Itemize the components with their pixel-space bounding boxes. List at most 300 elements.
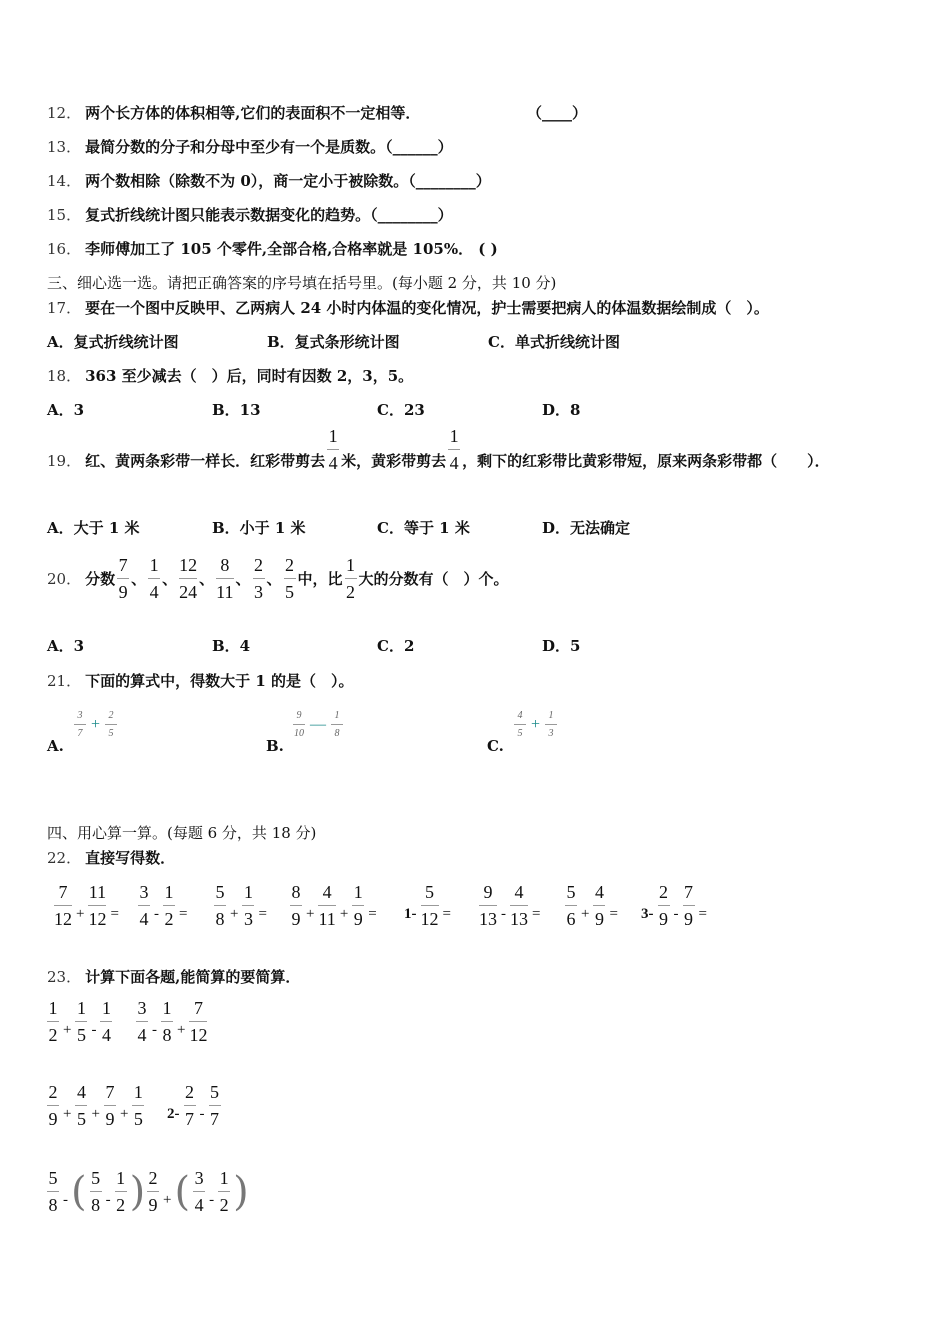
fraction bbox=[683, 882, 695, 929]
denominator: 8 bbox=[48, 1195, 58, 1215]
operator: - bbox=[209, 1192, 215, 1208]
fraction-bar bbox=[54, 905, 72, 906]
operator: 3- bbox=[641, 906, 654, 922]
fraction bbox=[136, 998, 148, 1045]
numerator: 4 bbox=[517, 710, 523, 721]
parenthesis: ( bbox=[174, 1168, 191, 1215]
fraction-bar bbox=[209, 1105, 221, 1106]
option-c[interactable]: C．23 bbox=[377, 401, 425, 419]
question-text: 两个长方体的体积相等,它们的表面积不一定相等． bbox=[85, 104, 421, 122]
calc-expression bbox=[563, 882, 620, 929]
operator: + bbox=[531, 715, 541, 733]
operator: - bbox=[91, 1022, 97, 1038]
parenthesis: ) bbox=[129, 1168, 146, 1215]
denominator: 9 bbox=[48, 1109, 58, 1129]
calc-expression bbox=[402, 882, 453, 929]
operator: = bbox=[368, 906, 377, 922]
text-segment: 、 bbox=[266, 570, 282, 588]
calc-expression bbox=[136, 882, 189, 929]
denominator: 9 bbox=[105, 1109, 115, 1129]
numerator: 1 bbox=[548, 710, 554, 721]
numerator: 2 bbox=[285, 555, 295, 575]
numerator: 2 bbox=[148, 1168, 158, 1188]
question-text: 最简分数的分子和分母中至少有一个是质数。（______） bbox=[85, 138, 453, 156]
numerator: 1 bbox=[328, 426, 338, 446]
question-14 bbox=[47, 170, 491, 191]
denominator: 9 bbox=[353, 909, 363, 929]
option-b-expression bbox=[291, 710, 345, 739]
fraction-bar bbox=[161, 1021, 173, 1022]
calc-expression bbox=[288, 882, 379, 929]
fraction-bar bbox=[105, 724, 117, 725]
operator: = bbox=[258, 906, 267, 922]
numerator: 5 bbox=[566, 882, 576, 902]
denominator: 4 bbox=[194, 1195, 204, 1215]
question-number: 20． bbox=[47, 570, 82, 588]
denominator: 2 bbox=[346, 582, 356, 602]
fraction bbox=[658, 882, 670, 929]
fraction-bar bbox=[90, 1191, 102, 1192]
calc-expression bbox=[477, 882, 542, 929]
question-number: 15． bbox=[47, 206, 82, 224]
fraction bbox=[147, 1168, 159, 1215]
question-text: 要在一个图中反映甲、乙两病人 24 小时内体温的变化情况，护士需要把病人的体温数据绘制成（ ）。 bbox=[85, 299, 769, 317]
operator: - bbox=[501, 906, 506, 922]
option-b[interactable]: B．小于 1 米 bbox=[212, 519, 306, 537]
numerator: 1 bbox=[243, 882, 253, 902]
numerator: 7 bbox=[193, 998, 203, 1018]
fraction-bar bbox=[448, 449, 460, 450]
denominator: 12 bbox=[54, 909, 72, 929]
denominator: 9 bbox=[594, 909, 604, 929]
question-text: 下面的算式中，得数大于 1 的是（ ）。 bbox=[85, 672, 354, 690]
fraction bbox=[242, 882, 254, 929]
option-a[interactable]: A．复式折线统计图 bbox=[47, 333, 179, 351]
fraction bbox=[209, 1082, 221, 1129]
question-16 bbox=[47, 238, 498, 259]
fraction-bar bbox=[290, 905, 302, 906]
numerator: 9 bbox=[483, 882, 493, 902]
denominator: 9 bbox=[659, 909, 668, 929]
denominator: 9 bbox=[148, 1195, 158, 1215]
question-number: 14． bbox=[47, 172, 82, 190]
question-number: 18． bbox=[47, 367, 82, 385]
fraction-bar bbox=[253, 578, 265, 579]
fraction-bar bbox=[327, 449, 339, 450]
question-20 bbox=[47, 555, 509, 602]
fraction-bar bbox=[117, 578, 129, 579]
operator: + bbox=[76, 906, 85, 922]
question-text: 363 至少减去（ ）后，同时有因数 2，3，5。 bbox=[85, 367, 414, 385]
fraction-bar bbox=[214, 905, 226, 906]
operator: + bbox=[163, 1192, 172, 1208]
fraction bbox=[54, 882, 72, 929]
fraction bbox=[163, 882, 175, 929]
fraction-bar bbox=[47, 1021, 59, 1022]
denominator: 4 bbox=[449, 453, 459, 473]
fraction-bar bbox=[179, 578, 197, 579]
numerator: 1 bbox=[116, 1168, 126, 1188]
question-number: 21． bbox=[47, 672, 82, 690]
text-segment: 、 bbox=[235, 570, 251, 588]
fraction bbox=[47, 1082, 59, 1129]
operator: + bbox=[581, 906, 590, 922]
text-segment: 分数 bbox=[85, 570, 116, 588]
operator: + bbox=[306, 906, 315, 922]
fraction bbox=[148, 555, 160, 602]
fraction bbox=[105, 710, 117, 739]
question-text bbox=[85, 555, 508, 602]
option-b[interactable]: B．复式条形统计图 bbox=[267, 333, 400, 351]
numerator: 1 bbox=[133, 1082, 143, 1102]
fraction bbox=[184, 1082, 196, 1129]
fraction-bar bbox=[100, 1021, 112, 1022]
text-segment: 中，比 bbox=[297, 570, 343, 588]
denominator: 5 bbox=[133, 1109, 143, 1129]
denominator: 5 bbox=[76, 1109, 86, 1129]
fraction-bar bbox=[421, 905, 439, 906]
operator: — bbox=[310, 715, 326, 733]
operator: = bbox=[442, 906, 451, 922]
fraction-bar bbox=[74, 724, 86, 725]
denominator: 2 bbox=[48, 1025, 58, 1045]
operator: = bbox=[532, 906, 541, 922]
question-text: 两个数相除（除数不为 0），商一定小于被除数。（________） bbox=[85, 172, 491, 190]
text-segment: 红、黄两条彩带一样长．红彩带剪去 bbox=[85, 452, 326, 470]
option-b[interactable]: B．4 bbox=[212, 637, 251, 655]
fraction-bar bbox=[545, 724, 557, 725]
operator: = bbox=[698, 906, 707, 922]
fraction bbox=[47, 1168, 59, 1215]
question-12 bbox=[47, 102, 588, 123]
fraction bbox=[352, 882, 364, 929]
option-c-expression bbox=[512, 710, 559, 739]
parenthesis: ( bbox=[71, 1168, 87, 1215]
fraction bbox=[216, 555, 233, 602]
numerator: 3 bbox=[77, 710, 83, 721]
option-c[interactable]: C．等于 1 米 bbox=[377, 519, 470, 537]
option-a[interactable]: A．大于 1 米 bbox=[47, 519, 140, 537]
question-number: 16． bbox=[47, 240, 82, 258]
text-segment: 大的分数有（ ）个。 bbox=[358, 570, 509, 588]
fraction-bar bbox=[683, 905, 695, 906]
denominator: 11 bbox=[216, 582, 234, 602]
denominator: 3 bbox=[548, 728, 554, 739]
numerator: 5 bbox=[210, 1082, 219, 1102]
question-text: 复式折线统计图只能表示数据变化的趋势。（________） bbox=[85, 206, 453, 224]
fraction-bar bbox=[88, 905, 106, 906]
fraction bbox=[565, 882, 577, 929]
fraction bbox=[117, 555, 129, 602]
numerator: 4 bbox=[514, 882, 524, 902]
denominator: 5 bbox=[108, 728, 114, 739]
calc-expression bbox=[165, 1082, 223, 1129]
numerator: 1 bbox=[334, 710, 340, 721]
numerator: 5 bbox=[48, 1168, 58, 1188]
operator: + bbox=[63, 1022, 72, 1038]
fraction-bar bbox=[193, 1191, 205, 1192]
numerator: 9 bbox=[296, 710, 302, 721]
operator: - bbox=[152, 1022, 157, 1038]
numerator: 5 bbox=[91, 1168, 101, 1188]
fraction bbox=[75, 1082, 87, 1129]
question-22 bbox=[47, 847, 175, 868]
question-13 bbox=[47, 136, 453, 157]
option-b[interactable]: B．13 bbox=[212, 401, 261, 419]
denominator: 12 bbox=[88, 909, 107, 929]
option-b[interactable]: B. bbox=[266, 737, 284, 755]
denominator: 12 bbox=[420, 909, 439, 929]
numerator: 3 bbox=[137, 998, 147, 1018]
fraction-bar bbox=[565, 905, 577, 906]
denominator: 9 bbox=[291, 909, 301, 929]
fraction-bar bbox=[218, 1191, 230, 1192]
fraction bbox=[545, 710, 557, 739]
question-19 bbox=[47, 426, 830, 473]
option-d[interactable]: D．5 bbox=[542, 637, 581, 655]
operator: = bbox=[110, 906, 119, 922]
fraction bbox=[253, 555, 265, 602]
denominator: 11 bbox=[318, 909, 336, 929]
question-text: 李师傅加工了 105 个零件,全部合格,合格率就是 105%． ( ) bbox=[85, 240, 498, 258]
question-number: 13． bbox=[47, 138, 82, 156]
question-15 bbox=[47, 204, 453, 225]
denominator: 2 bbox=[219, 1195, 229, 1215]
operator: + bbox=[63, 1106, 72, 1122]
denominator: 6 bbox=[566, 909, 576, 929]
calc-expression bbox=[45, 998, 114, 1045]
fraction bbox=[100, 998, 112, 1045]
fraction bbox=[214, 882, 226, 929]
operator: + bbox=[177, 1022, 186, 1038]
operator: - bbox=[154, 906, 159, 922]
numerator: 7 bbox=[684, 882, 693, 902]
numerator: 1 bbox=[353, 882, 363, 902]
denominator: 12 bbox=[189, 1025, 208, 1045]
calc-expression bbox=[212, 882, 269, 929]
question-17 bbox=[47, 297, 769, 318]
question-23 bbox=[47, 966, 300, 987]
denominator: 3 bbox=[243, 909, 253, 929]
option-a[interactable]: A．3 bbox=[47, 637, 85, 655]
section-4-heading: 四、用心算一算。(每题 6 分，共 18 分) bbox=[47, 824, 317, 842]
fraction bbox=[193, 1168, 205, 1215]
fraction-bar bbox=[293, 724, 305, 725]
numerator: 7 bbox=[58, 882, 68, 902]
denominator: 4 bbox=[149, 582, 159, 602]
fraction-bar bbox=[75, 1021, 87, 1022]
fraction-bar bbox=[345, 578, 357, 579]
fraction bbox=[327, 426, 339, 473]
denominator: 3 bbox=[254, 582, 264, 602]
question-number: 17． bbox=[47, 299, 82, 317]
text-segment: 米，黄彩带剪去 bbox=[341, 452, 447, 470]
numerator: 1 bbox=[219, 1168, 229, 1188]
fraction-bar bbox=[284, 578, 296, 579]
numerator: 1 bbox=[162, 998, 172, 1018]
operator: + bbox=[91, 1106, 100, 1122]
numerator: 2 bbox=[108, 710, 114, 721]
denominator: 7 bbox=[210, 1109, 219, 1129]
fraction-bar bbox=[216, 578, 233, 579]
fraction-bar bbox=[163, 905, 175, 906]
fraction bbox=[448, 426, 460, 473]
numerator: 1 bbox=[101, 998, 111, 1018]
numerator: 2 bbox=[185, 1082, 194, 1102]
fraction bbox=[88, 882, 106, 929]
fraction-bar bbox=[47, 1105, 59, 1106]
fraction-bar bbox=[147, 1191, 159, 1192]
fraction bbox=[345, 555, 357, 602]
operator: 1- bbox=[404, 906, 417, 922]
numerator: 5 bbox=[215, 882, 225, 902]
text-segment: 、 bbox=[162, 570, 178, 588]
operator: + bbox=[91, 715, 101, 733]
denominator: 10 bbox=[294, 728, 304, 739]
option-c[interactable]: C．2 bbox=[377, 637, 415, 655]
fraction bbox=[47, 998, 59, 1045]
numerator: 1 bbox=[449, 426, 459, 446]
question-text: 计算下面各题,能简算的要简算． bbox=[85, 968, 301, 986]
fraction-bar bbox=[132, 1105, 144, 1106]
fraction bbox=[593, 882, 605, 929]
fraction bbox=[421, 882, 439, 929]
numerator: 12 bbox=[179, 555, 198, 575]
fraction-bar bbox=[189, 1021, 207, 1022]
numerator: 7 bbox=[118, 555, 128, 575]
denominator: 9 bbox=[118, 582, 128, 602]
fraction-bar bbox=[115, 1191, 127, 1192]
denominator: 5 bbox=[76, 1025, 86, 1045]
question-number: 12． bbox=[47, 104, 82, 122]
section-3-heading: 三、细心选一选。请把正确答案的序号填在括号里。(每小题 2 分，共 10 分) bbox=[47, 274, 557, 292]
operator: 2- bbox=[167, 1106, 180, 1122]
operator: = bbox=[609, 906, 618, 922]
fraction bbox=[138, 882, 150, 929]
fraction-bar bbox=[104, 1105, 116, 1106]
denominator: 5 bbox=[517, 728, 523, 739]
fraction bbox=[104, 1082, 116, 1129]
denominator: 8 bbox=[162, 1025, 172, 1045]
fraction bbox=[115, 1168, 127, 1215]
fraction bbox=[74, 710, 86, 739]
numerator: 3 bbox=[139, 882, 149, 902]
numerator: 3 bbox=[194, 1168, 204, 1188]
numerator: 2 bbox=[659, 882, 668, 902]
fraction-bar bbox=[75, 1105, 87, 1106]
option-c[interactable]: C．单式折线统计图 bbox=[488, 333, 620, 351]
option-c[interactable]: C. bbox=[487, 737, 504, 755]
fraction bbox=[290, 882, 302, 929]
denominator: 4 bbox=[137, 1025, 147, 1045]
text-segment: ，剩下的红彩带比黄彩带短，原来两条彩带都（ ）． bbox=[462, 452, 830, 470]
fraction bbox=[331, 710, 343, 739]
question-21 bbox=[47, 670, 353, 691]
denominator: 8 bbox=[215, 909, 225, 929]
numerator: 8 bbox=[220, 555, 230, 575]
denominator: 8 bbox=[91, 1195, 101, 1215]
denominator: 4 bbox=[139, 909, 149, 929]
denominator: 2 bbox=[116, 1195, 126, 1215]
numerator: 1 bbox=[346, 555, 356, 575]
numerator: 8 bbox=[291, 882, 301, 902]
fraction bbox=[189, 998, 207, 1045]
numerator: 1 bbox=[164, 882, 174, 902]
operator: + bbox=[230, 906, 239, 922]
question-text: 直接写得数． bbox=[85, 849, 176, 867]
option-a[interactable]: A．3 bbox=[47, 401, 85, 419]
denominator: 5 bbox=[285, 582, 295, 602]
fraction bbox=[479, 882, 497, 929]
operator: = bbox=[179, 906, 188, 922]
fraction-bar bbox=[242, 905, 254, 906]
fraction bbox=[293, 710, 305, 739]
question-number: 19． bbox=[47, 452, 82, 470]
text-segment: 、 bbox=[199, 570, 215, 588]
fraction-bar bbox=[352, 905, 364, 906]
denominator: 7 bbox=[77, 728, 83, 739]
option-a-expression bbox=[72, 710, 119, 739]
denominator: 13 bbox=[510, 909, 528, 929]
answer-blank[interactable]: （____） bbox=[527, 104, 588, 122]
fraction-bar bbox=[658, 905, 670, 906]
fraction bbox=[132, 1082, 144, 1129]
fraction-bar bbox=[47, 1191, 59, 1192]
numerator: 11 bbox=[88, 882, 107, 902]
fraction bbox=[284, 555, 296, 602]
numerator: 7 bbox=[105, 1082, 115, 1102]
option-d[interactable]: D．8 bbox=[542, 401, 581, 419]
operator: + bbox=[119, 1106, 129, 1122]
numerator: 1 bbox=[48, 998, 58, 1018]
fraction bbox=[218, 1168, 230, 1215]
calc-expression bbox=[45, 1168, 146, 1215]
denominator: 24 bbox=[179, 582, 198, 602]
numerator: 5 bbox=[425, 882, 434, 902]
fraction-bar bbox=[318, 905, 335, 906]
numerator: 2 bbox=[48, 1082, 58, 1102]
fraction-bar bbox=[138, 905, 150, 906]
question-text bbox=[85, 426, 830, 473]
numerator: 4 bbox=[594, 882, 604, 902]
operator: - bbox=[105, 1192, 111, 1208]
fraction bbox=[161, 998, 173, 1045]
question-number: 22． bbox=[47, 849, 82, 867]
fraction bbox=[75, 998, 87, 1045]
text-segment: 、 bbox=[131, 570, 147, 588]
operator: - bbox=[199, 1106, 205, 1122]
calc-expression bbox=[52, 882, 121, 929]
fraction bbox=[90, 1168, 102, 1215]
denominator: 7 bbox=[185, 1109, 194, 1129]
operator: - bbox=[63, 1192, 68, 1208]
operator: + bbox=[339, 906, 349, 922]
fraction-bar bbox=[510, 905, 528, 906]
fraction bbox=[510, 882, 528, 929]
question-18 bbox=[47, 365, 413, 386]
numerator: 1 bbox=[149, 555, 159, 575]
calc-expression bbox=[134, 998, 209, 1045]
option-a[interactable]: A. bbox=[47, 737, 64, 755]
option-d[interactable]: D．无法确定 bbox=[542, 519, 631, 537]
fraction-bar bbox=[331, 724, 343, 725]
denominator: 4 bbox=[328, 453, 338, 473]
denominator: 4 bbox=[101, 1025, 111, 1045]
fraction-bar bbox=[184, 1105, 196, 1106]
fraction bbox=[514, 710, 526, 739]
fraction-bar bbox=[514, 724, 526, 725]
denominator: 9 bbox=[684, 909, 693, 929]
